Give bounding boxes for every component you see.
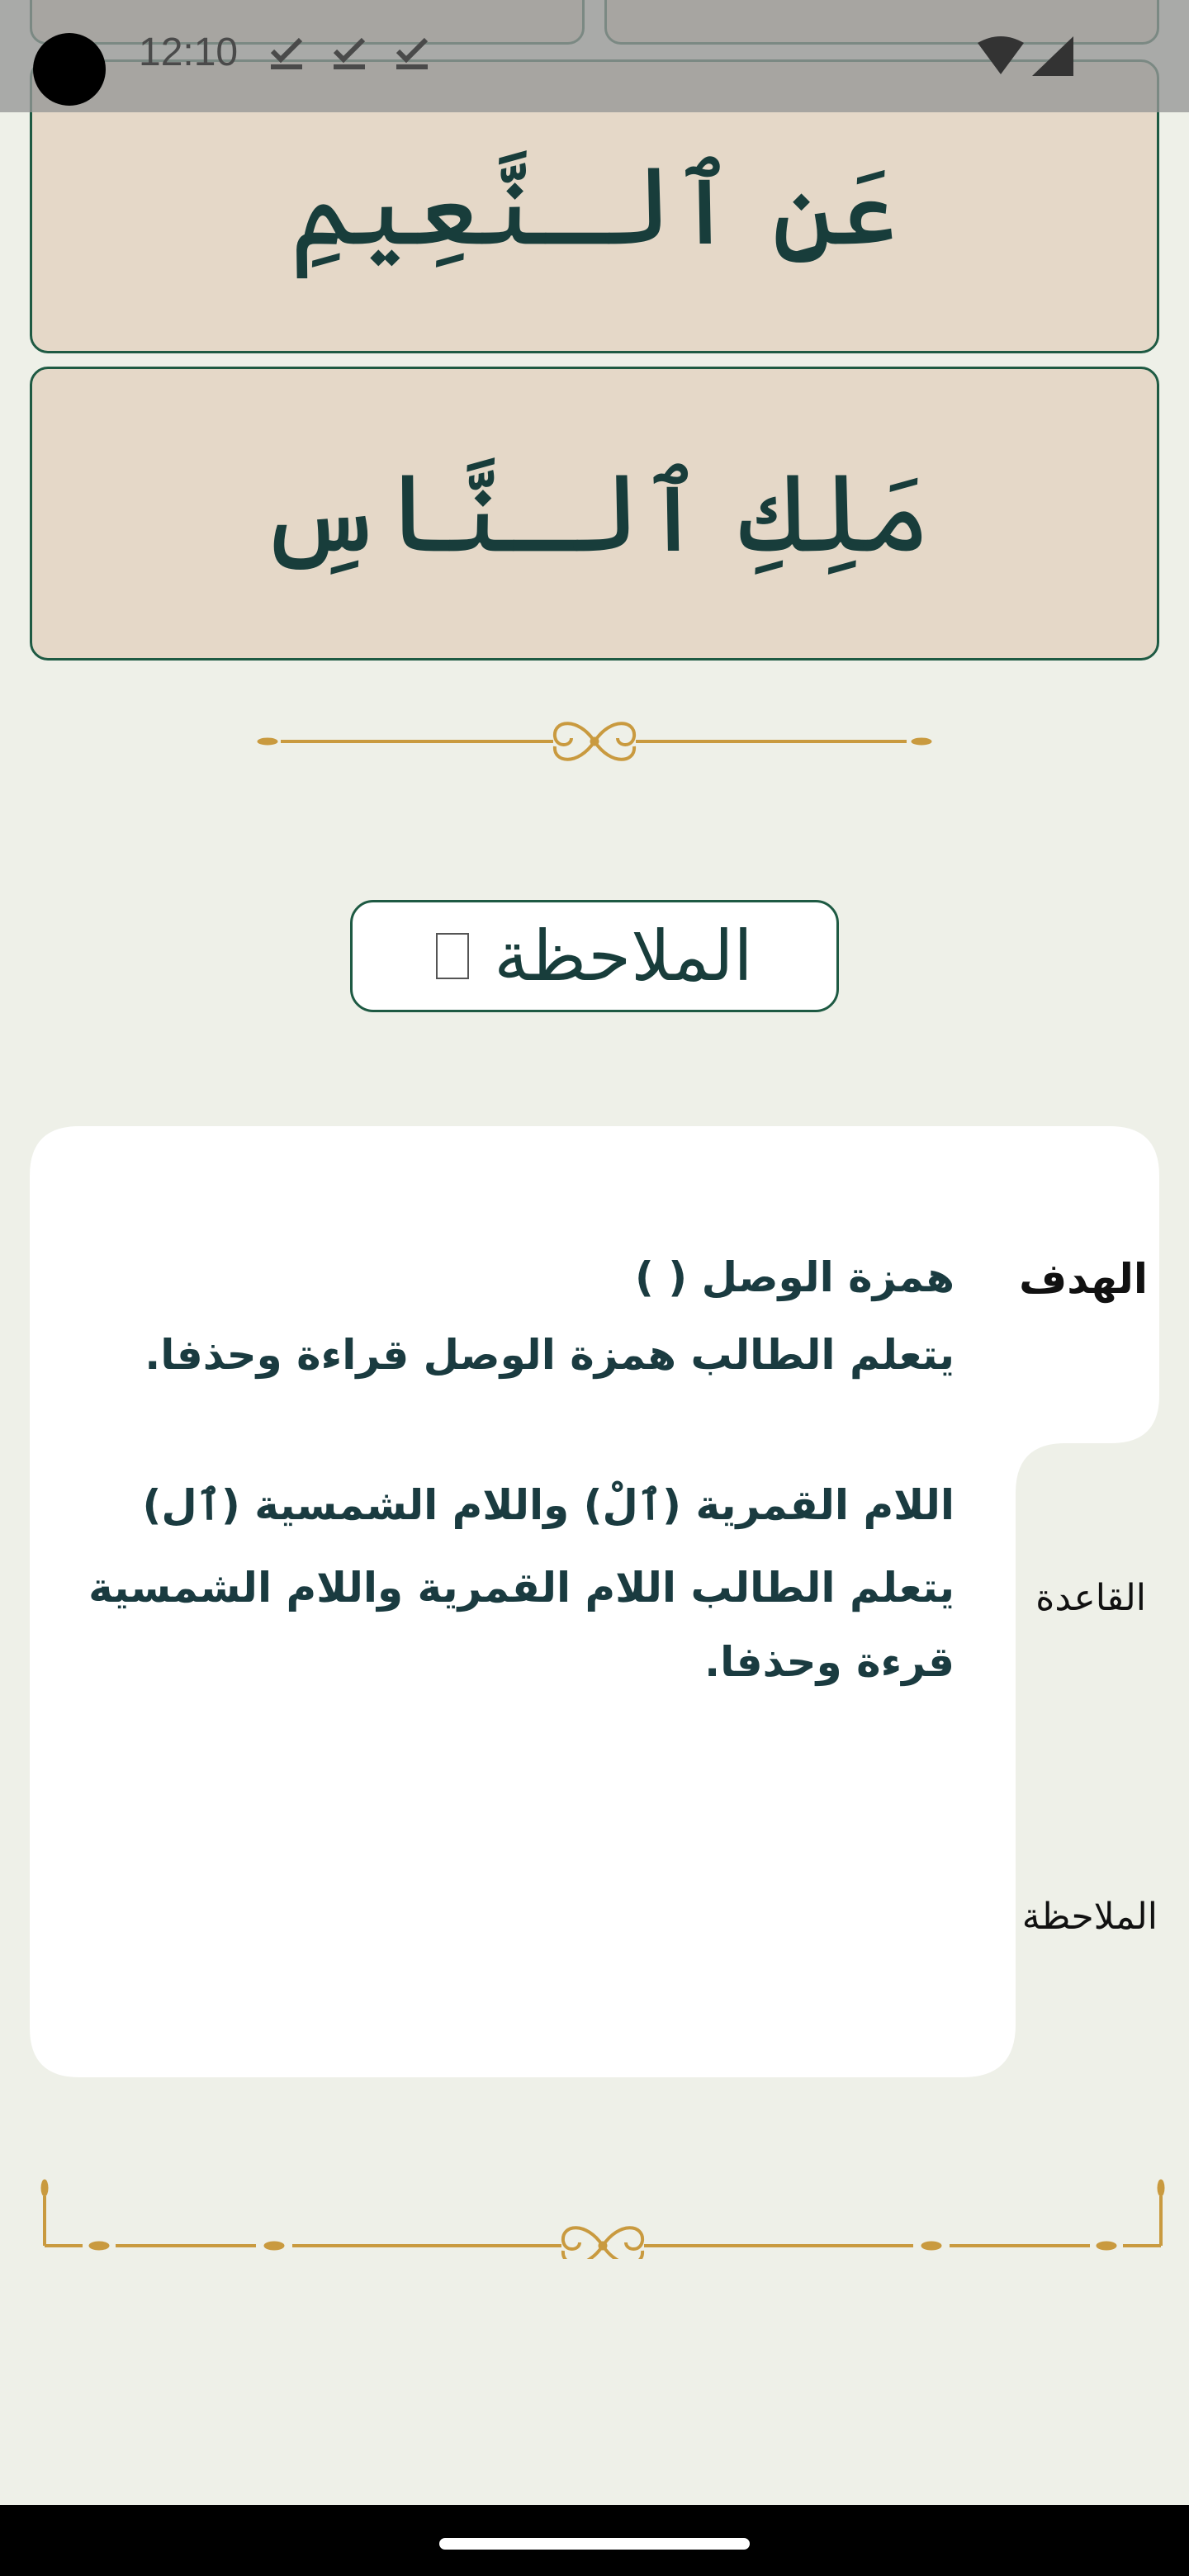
camera-cutout bbox=[33, 33, 106, 106]
rule-title: اللام القمرية (ٱلْ) واللام الشمسية (ٱل) bbox=[142, 1481, 955, 1529]
cell-signal-icon bbox=[1032, 36, 1073, 76]
goal-title: همزة الوصل ( ) bbox=[635, 1253, 955, 1301]
rule-description-cont: قرءة وحذفا. bbox=[704, 1638, 955, 1686]
ornament-bracket-divider bbox=[33, 2176, 1172, 2259]
wifi-icon bbox=[978, 36, 1024, 76]
goal-description: يتعلم الطالب همزة الوصل قراءة وحذفا. bbox=[144, 1331, 955, 1379]
download-done-icon bbox=[395, 35, 431, 71]
download-done-icon bbox=[269, 35, 306, 71]
side-label-goal: الهدف bbox=[1019, 1255, 1148, 1303]
word-text: عَنِ ٱلـنَّعِيمِ bbox=[289, 143, 900, 270]
status-time: 12:10 bbox=[139, 31, 239, 74]
home-gesture-handle[interactable] bbox=[439, 2538, 750, 2550]
side-label-note: الملاحظة bbox=[1021, 1896, 1158, 1938]
navigation-bar bbox=[0, 2505, 1189, 2576]
download-done-icon bbox=[332, 35, 368, 71]
status-bar bbox=[0, 0, 1189, 112]
word-text: مَلِكِ ٱلـنَّاسِ bbox=[258, 450, 931, 577]
rule-description: يتعلم الطالب اللام القمرية واللام الشمسية bbox=[88, 1564, 955, 1612]
side-label-rule: القاعدة bbox=[1035, 1577, 1146, 1619]
note-header-label: الملاحظة bbox=[494, 916, 753, 997]
